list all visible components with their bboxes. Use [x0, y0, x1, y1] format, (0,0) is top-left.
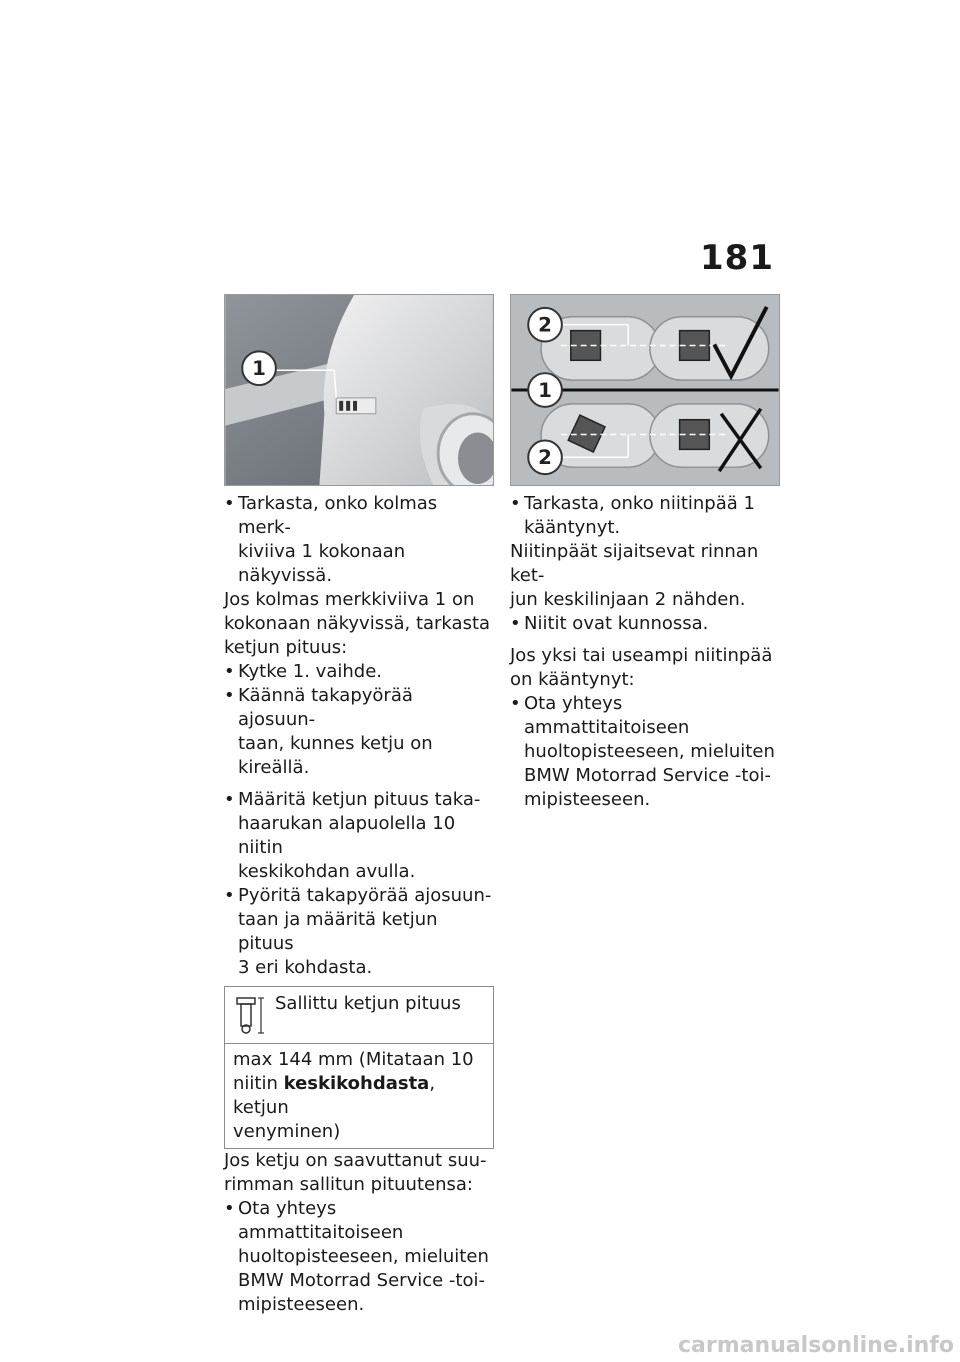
text-line: kääntynyt.: [524, 517, 621, 538]
text-line: 3 eri kohdasta.: [238, 957, 373, 978]
spec-value-line: [233, 1072, 485, 1120]
bullet-item: • Pyöritä takapyörää ajosuun-: [224, 884, 494, 908]
text-line: kokonaan näkyvissä, tarkasta: [224, 613, 491, 634]
text-line: rimman sallitun pituutensa:: [224, 1174, 473, 1195]
text-line: huoltopisteeseen, mieluiten: [238, 1246, 489, 1267]
callout-1-text: 1: [252, 357, 266, 381]
bullet-item: • Ota yhteys ammattitaitoiseen: [224, 1197, 494, 1245]
bullet-item: • Määritä ketjun pituus taka-: [224, 788, 494, 812]
text-line: mipisteeseen.: [238, 1294, 365, 1315]
text-line: mipisteeseen.: [524, 789, 651, 810]
text-line: Jos ketju on saavuttanut suu-: [224, 1150, 487, 1171]
right-text-block-1: [510, 492, 780, 812]
bullet-item: • Kytke 1. vaihde.: [224, 660, 494, 684]
page-number: 181: [700, 238, 774, 278]
left-text-block-1: [224, 492, 494, 980]
callout-1-text: 1: [538, 378, 552, 402]
spec-label: Sallittu ketjun pituus: [275, 993, 461, 1014]
text-line: kiviiva 1 kokonaan näkyvissä.: [238, 541, 406, 586]
spec-box: [224, 986, 494, 1149]
text-line: Jos kolmas merkkiviiva 1 on: [224, 589, 475, 610]
right-column: [510, 294, 780, 812]
spec-value-line: venyminen): [233, 1121, 341, 1142]
text-line: haarukan alapuolella 10 niitin: [238, 813, 456, 858]
text-line: Niitinpäät sijaitsevat rinnan ket-: [510, 541, 759, 586]
text-line: keskikohdan avulla.: [238, 861, 416, 882]
left-column: [224, 294, 494, 1317]
chain-length-icon: [233, 995, 267, 1035]
bullet-item: • Tarkasta, onko niitinpää 1: [510, 492, 780, 516]
spec-text: , ketjun: [233, 1073, 436, 1118]
spec-bold-text: keskikohdasta: [283, 1073, 430, 1094]
text-line: BMW Motorrad Service -toi-: [238, 1270, 485, 1291]
spec-value: [225, 1044, 493, 1148]
watermark: carmanualsonline.info: [678, 1333, 954, 1358]
text-line: taan, kunnes ketju on kireällä.: [238, 733, 433, 778]
rivet-illustration: [511, 295, 779, 485]
text-line: on kääntynyt:: [510, 669, 635, 690]
bullet-item: • Käännä takapyörää ajosuun-: [224, 684, 494, 732]
chain-marking-illustration: [225, 295, 493, 485]
text-line: ketjun pituus:: [224, 637, 348, 658]
chain-marking-figure: [224, 294, 494, 486]
bullet-item: • Niitit ovat kunnossa.: [510, 612, 780, 636]
text-line: BMW Motorrad Service -toi-: [524, 765, 771, 786]
text-line: Jos yksi tai useampi niitinpää: [510, 645, 773, 666]
callout-2-top-text: 2: [538, 313, 552, 337]
rivet-figure: [510, 294, 780, 486]
text-line: taan ja määritä ketjun pituus: [238, 909, 438, 954]
callout-2-bottom-text: 2: [538, 446, 552, 470]
bullet-item: • Ota yhteys ammattitaitoiseen: [510, 692, 780, 740]
text-line: jun keskilinjaan 2 nähden.: [510, 589, 746, 610]
bullet-item: • Tarkasta, onko kolmas merk-: [224, 492, 494, 540]
spec-box-header: [225, 987, 493, 1044]
spec-text: niitin: [233, 1073, 284, 1094]
left-text-block-2: [224, 1149, 494, 1317]
text-line: huoltopisteeseen, mieluiten: [524, 741, 775, 762]
spec-value-line: max 144 mm (Mitataan 10: [233, 1049, 474, 1070]
